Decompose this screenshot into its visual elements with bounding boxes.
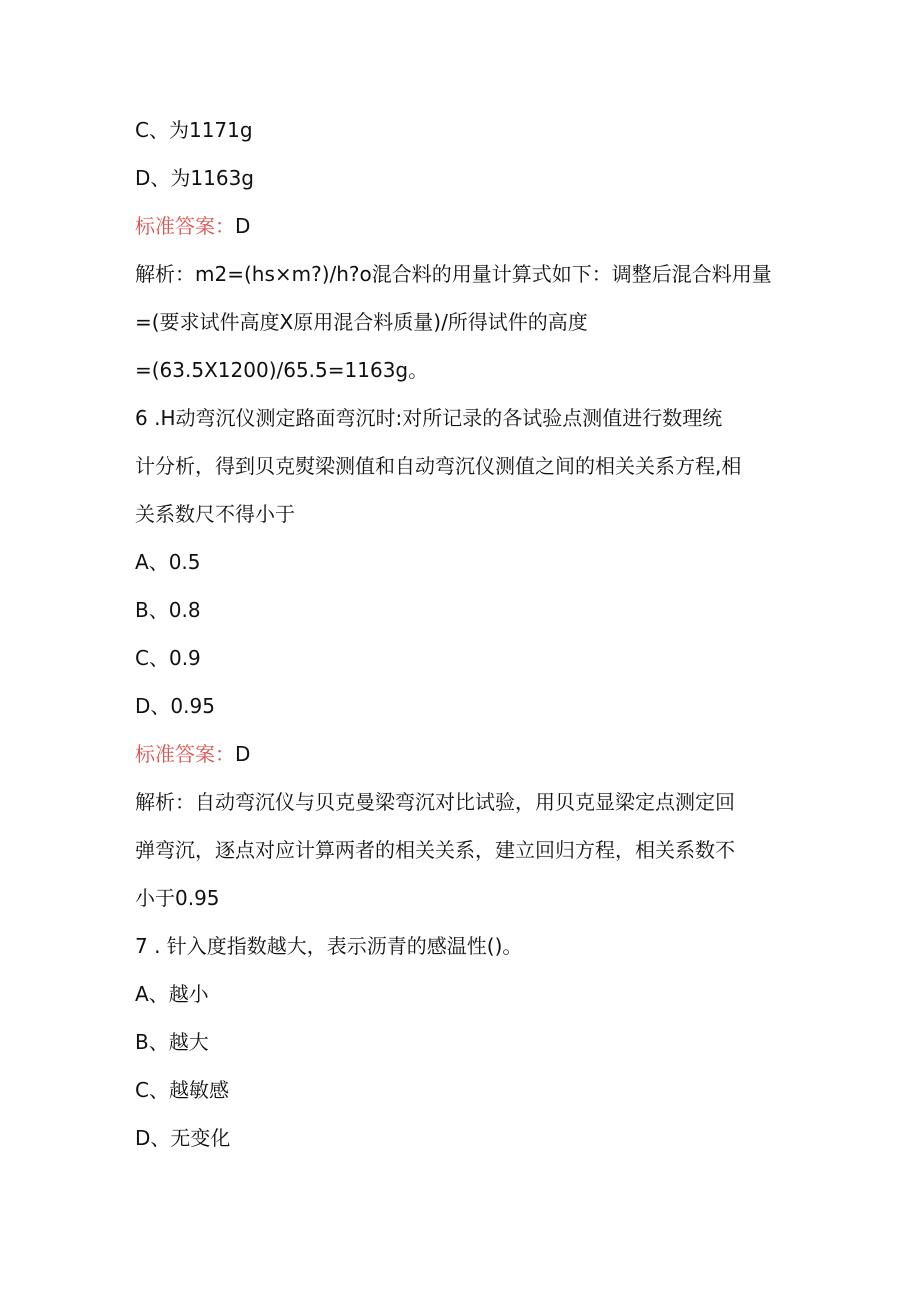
q6-analysis-line-2: 弹弯沉，逐点对应计算两者的相关关系，建立回归方程，相关系数不 bbox=[135, 838, 735, 862]
q7-option-b: B、越大 bbox=[135, 1030, 209, 1054]
q7-option-d: D、无变化 bbox=[135, 1126, 231, 1150]
q5-analysis-line-2: =(要求试件高度X原用混合料质量)/所得试件的高度 bbox=[135, 310, 588, 334]
q7-option-c: C、越敏感 bbox=[135, 1078, 229, 1102]
q5-analysis-line-1: 解析：m2=(hs×m?)/h?o混合料的用量计算式如下：调整后混合料用量 bbox=[135, 262, 772, 286]
q6-question-line-1: 6 .H动弯沉仪测定路面弯沉时:对所记录的各试验点测值进行数理统 bbox=[135, 406, 723, 430]
q6-analysis-line-3: 小于0.95 bbox=[135, 886, 220, 910]
q6-option-a: A、0.5 bbox=[135, 550, 201, 574]
q6-question-line-3: 关系数尺不得小于 bbox=[135, 502, 295, 526]
q6-option-d: D、0.95 bbox=[135, 694, 215, 718]
q6-question-line-2: 计分析，得到贝克熨梁测值和自动弯沉仪测值之间的相关关系方程,相 bbox=[135, 454, 742, 478]
q6-analysis-line-1: 解析：自动弯沉仪与贝克曼梁弯沉对比试验，用贝克显梁定点测定回 bbox=[135, 790, 735, 814]
q5-option-d: D、为1163g bbox=[135, 166, 254, 190]
q6-option-b: B、0.8 bbox=[135, 598, 201, 622]
q6-standard-answer bbox=[135, 740, 795, 768]
q7-option-a: A、越小 bbox=[135, 982, 209, 1006]
q7-question-line-1: 7 . 针入度指数越大，表示沥青的感温性()。 bbox=[135, 934, 523, 958]
answer-value: D bbox=[235, 742, 251, 766]
answer-label: 标准答案： bbox=[135, 214, 235, 238]
answer-label: 标准答案： bbox=[135, 742, 235, 766]
q5-analysis-line-3: =(63.5X1200)/65.5=1163g。 bbox=[135, 358, 429, 382]
answer-value: D bbox=[235, 214, 251, 238]
q6-option-c: C、0.9 bbox=[135, 646, 201, 670]
q5-option-c: C、为1171g bbox=[135, 118, 253, 142]
q5-standard-answer bbox=[135, 212, 795, 240]
